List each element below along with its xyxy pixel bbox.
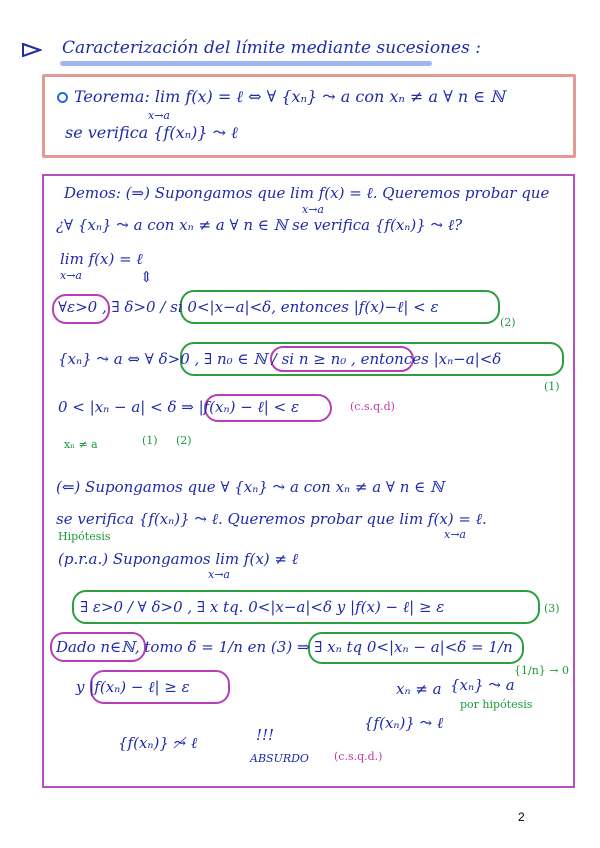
arrow-note-1: (1) — [142, 434, 158, 447]
dado-line: Dado n∈ℕ, tomo δ = 1/n en (3) ⇒ ∃ xₙ tq 0<|xₙ − a|<δ = 1/n — [56, 638, 513, 656]
lim-line: lim f(x) = ℓ — [60, 250, 143, 268]
csqd-first: (c.s.q.d) — [350, 400, 395, 413]
question-line: ¿∀ {xₙ} ⤳ a con xₙ ≠ a ∀ n ∈ ℕ se verifica {f(xₙ)} ⤳ ℓ? — [56, 216, 463, 234]
demos-line: Demos: (⇒) Supongamos que lim f(x) = ℓ. Queremos probar que — [64, 184, 550, 202]
one-over-n-note: {1/n} → 0 — [514, 664, 569, 677]
label-2: (2) — [500, 316, 516, 329]
label-3: (3) — [544, 602, 560, 615]
f-xn-not-l: {f(xₙ)} ⤳̸ ℓ — [118, 734, 198, 752]
section-title — [22, 36, 481, 66]
y-line: y |f(xₙ) − ℓ| ≥ ε — [76, 678, 190, 696]
theorem-line1: Teorema: lim f(x) = ℓ ⇔ ∀ {xₙ} ⤳ a con xₙ ≠ a ∀ n ∈ ℕ — [74, 87, 505, 106]
lim-sub: x→a — [60, 269, 82, 282]
theorem-limit-sub: x→a — [148, 109, 170, 122]
hipotesis-label: Hipótesis — [58, 530, 111, 543]
arrow-note-2: (2) — [176, 434, 192, 447]
absurdo-label: ABSURDO — [250, 752, 309, 765]
theorem-line2: se verifica {f(xₙ)} ⤳ ℓ — [65, 123, 238, 142]
csqd-second: (c.s.q.d.) — [334, 750, 383, 763]
converse-limit-sub: x→a — [444, 528, 466, 541]
proof-box — [42, 174, 575, 788]
theorem-box — [42, 74, 576, 158]
equivalence-symbol: ⇕ — [140, 268, 153, 286]
negation-line: ∃ ε>0 / ∀ δ>0 , ∃ x tq. 0<|x−a|<δ y |f(x) − ℓ| ≥ ε — [80, 598, 445, 616]
title-underline — [60, 61, 432, 66]
implication-chain: 0 < |xₙ − a| < δ ⇒ |f(xₙ) − ℓ| < ε — [58, 398, 299, 416]
converse-line2: se verifica {f(xₙ)} ⤳ ℓ. Queremos probar que lim f(x) = ℓ. — [56, 510, 487, 528]
arrow-note-xn: xₙ ≠ a — [64, 438, 98, 451]
label-1: (1) — [544, 380, 560, 393]
xn-ne-a: xₙ ≠ a — [396, 680, 442, 698]
pra-line: (p.r.a.) Supongamos lim f(x) ≠ ℓ — [58, 550, 298, 568]
epsilon-delta-line: ∀ε>0 , ∃ δ>0 / si 0<|x−a|<δ, entonces |f(x)−ℓ| < ε — [58, 298, 439, 316]
por-hipotesis-note: por hipótesis — [460, 698, 533, 711]
sequence-line: {xₙ} ⤳ a ⇔ ∀ δ>0 , ∃ n₀ ∈ ℕ / si n ≥ n₀ , entonces |xₙ−a|<δ — [58, 350, 502, 368]
absurdo-marks: !!! — [256, 726, 275, 744]
title-text: Caracterización del límite mediante sucesiones : — [62, 38, 481, 58]
play-arrow-icon — [22, 43, 42, 57]
page-number: 2 — [518, 810, 525, 824]
converse-line1: (⇐) Supongamos que ∀ {xₙ} ⤳ a con xₙ ≠ a ∀ n ∈ ℕ — [56, 478, 444, 496]
theorem-statement — [57, 87, 505, 107]
demos-limit-sub: x→a — [302, 203, 324, 216]
bullet-icon — [57, 92, 68, 103]
pra-limit-sub: x→a — [208, 568, 230, 581]
f-xn-to-l: {f(xₙ)} ⤳ ℓ — [364, 714, 444, 732]
xn-to-a: {xₙ} ⤳ a — [450, 676, 515, 694]
